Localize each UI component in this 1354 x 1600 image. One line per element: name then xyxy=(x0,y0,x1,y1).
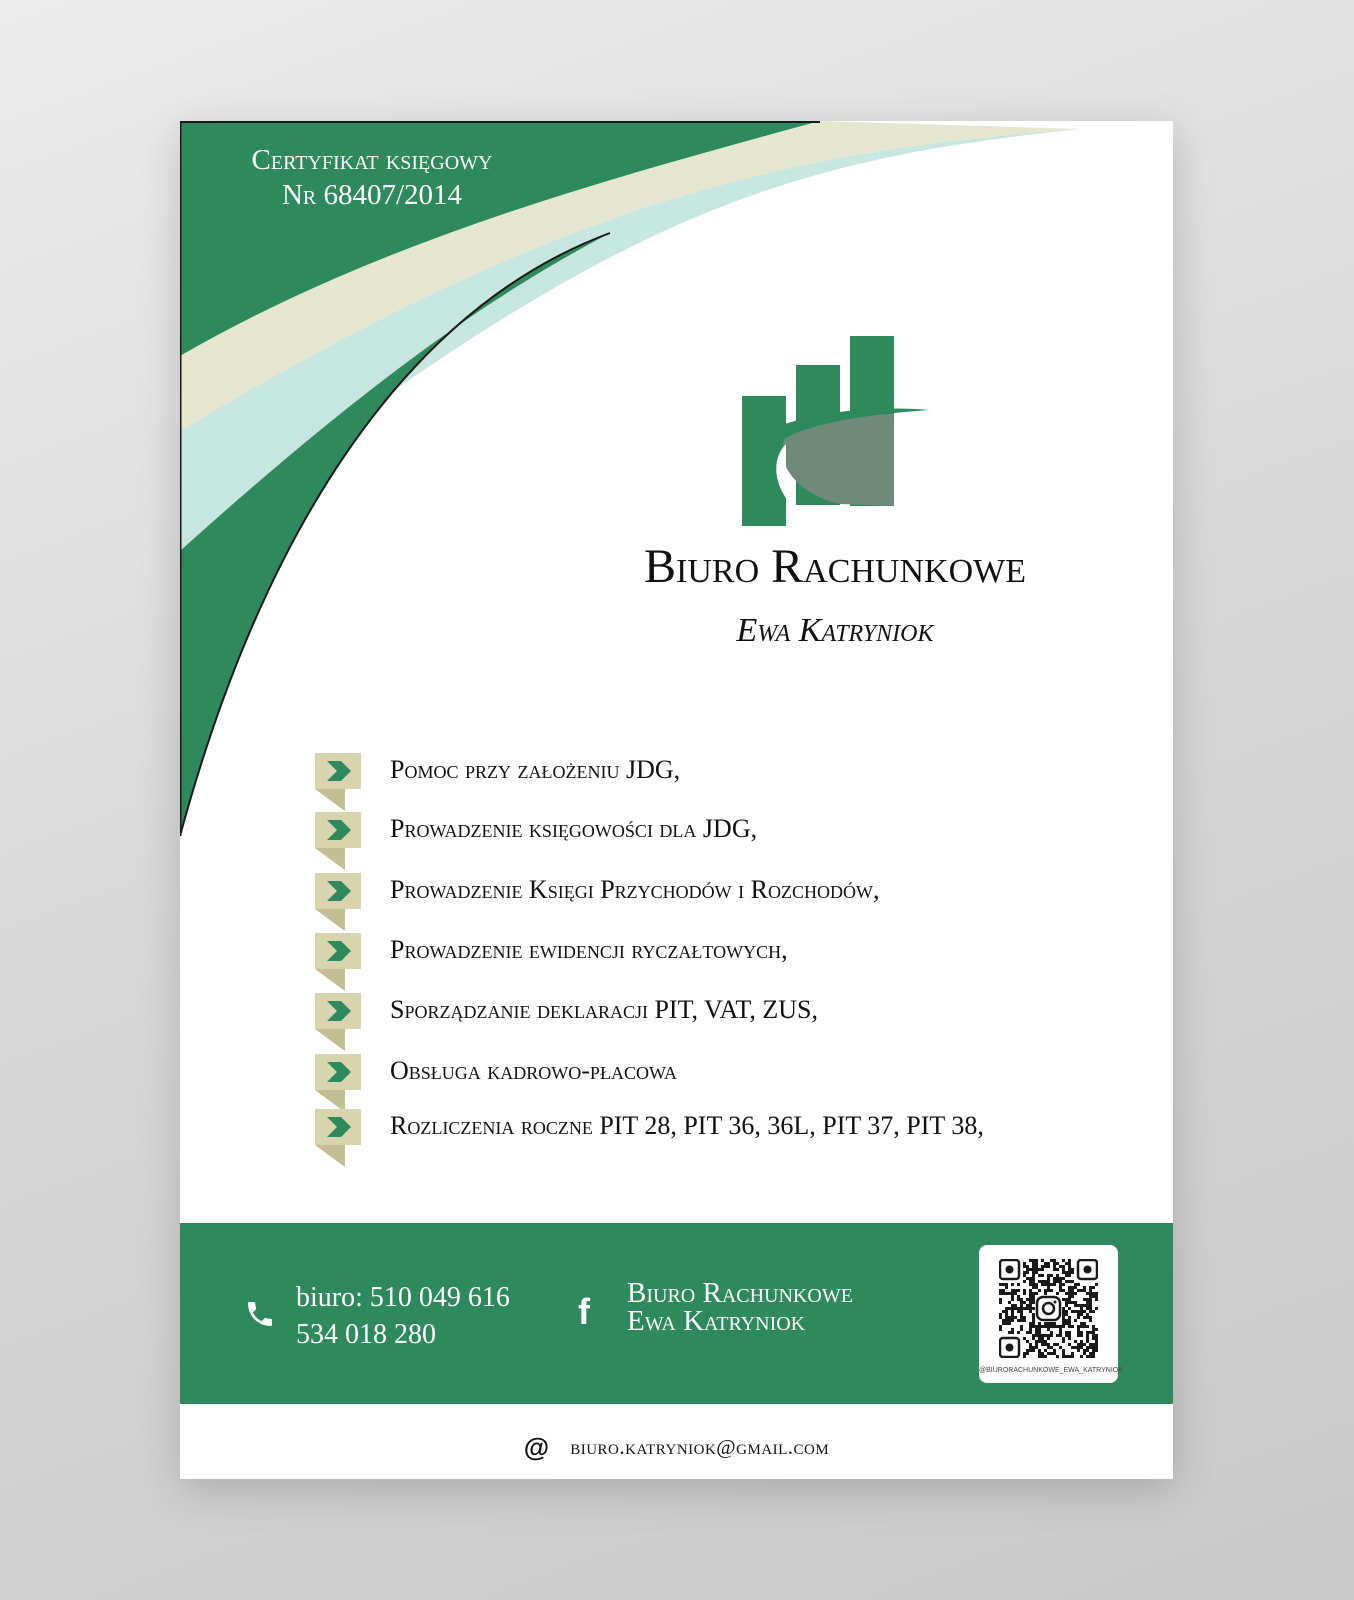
services-list xyxy=(315,753,1135,1173)
facebook-icon: f xyxy=(578,1291,590,1332)
at-sign-icon: @ xyxy=(523,1432,550,1462)
instagram-qr-card[interactable] xyxy=(979,1245,1123,1383)
email-address[interactable]: biuro.katryniok@gmail.com xyxy=(570,1435,830,1459)
phone-numbers xyxy=(296,1279,510,1353)
certificate-number: Nr 68407/2014 xyxy=(281,179,463,211)
contact-footer xyxy=(180,1223,1173,1404)
instagram-icon xyxy=(1037,1297,1060,1320)
facebook-line-1: Biuro Rachunkowe xyxy=(627,1277,853,1309)
corner-swoosh-decoration xyxy=(180,121,1173,841)
service-item xyxy=(315,873,1135,913)
chevron-bullet-icon xyxy=(315,1109,361,1187)
instagram-qr-code xyxy=(999,1259,1098,1358)
bar-chart-growth-logo xyxy=(742,336,942,536)
phone-line-mobile[interactable]: 534 018 280 xyxy=(296,1319,436,1350)
service-label: Pomoc przy założeniu JDG, xyxy=(390,755,681,784)
certificate-block xyxy=(180,143,564,213)
service-label: Prowadzenie Księgi Przychodów i Rozchodów, xyxy=(390,875,880,904)
phone-icon xyxy=(244,1297,276,1331)
phone-line-office[interactable]: biuro: 510 049 616 xyxy=(296,1282,510,1313)
brand-title: Biuro Rachunkowe xyxy=(644,540,1026,593)
brand-subtitle: Ewa Katryniok xyxy=(736,612,934,649)
service-item xyxy=(315,933,1135,973)
facebook-page-name[interactable] xyxy=(627,1279,853,1335)
email-row[interactable] xyxy=(180,1432,1173,1468)
service-item xyxy=(315,812,1135,852)
certificate-title: Certyfikat księgowy xyxy=(251,144,493,176)
flyer xyxy=(180,121,1173,1479)
service-item xyxy=(315,1109,1135,1149)
service-label: Prowadzenie ewidencji ryczałtowych, xyxy=(390,935,788,964)
service-label: Rozliczenia roczne PIT 28, PIT 36, 36L, PIT 37, PIT 38, xyxy=(390,1111,984,1140)
service-item xyxy=(315,753,1135,793)
service-label: Obsługa kadrowo-płacowa xyxy=(390,1056,677,1085)
facebook-line-2: Ewa Katryniok xyxy=(627,1305,806,1337)
service-item xyxy=(315,993,1135,1033)
service-item xyxy=(315,1054,1135,1094)
service-label: Prowadzenie księgowości dla JDG, xyxy=(390,814,758,843)
service-label: Sporządzanie deklaracji PIT, VAT, ZUS, xyxy=(390,995,818,1024)
instagram-handle: @BIURORACHUNKOWE_EWA_KATRYNIOK xyxy=(979,1367,1123,1374)
